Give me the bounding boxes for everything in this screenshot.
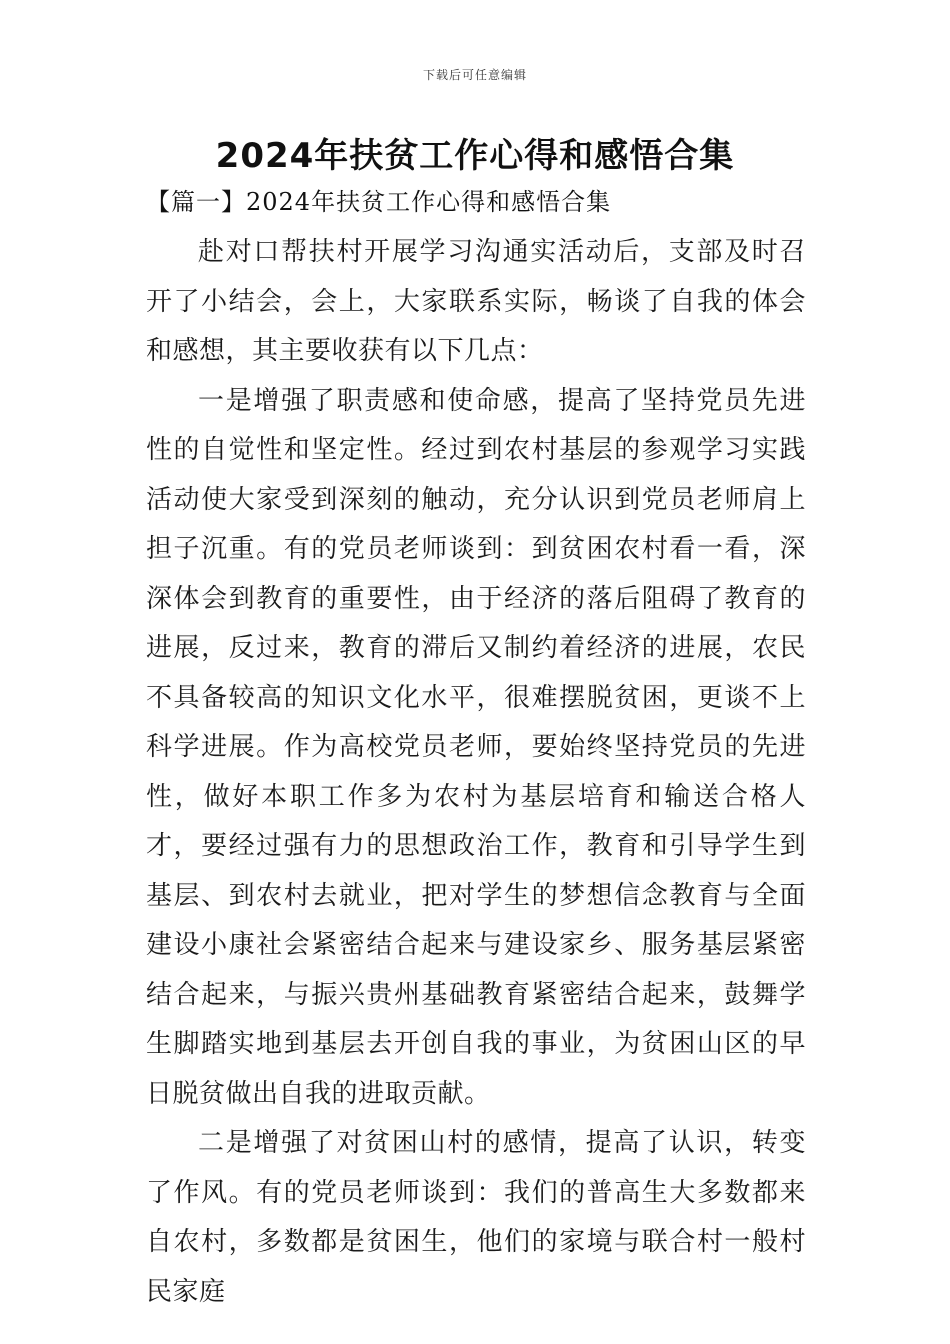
section-heading: 【篇一】2024年扶贫工作心得和感悟合集 xyxy=(146,188,612,216)
body-text xyxy=(146,228,806,1317)
paragraph-intro: 赴对口帮扶村开展学习沟通实活动后，支部及时召开了小结会，会上，大家联系实际，畅谈了自我的体会和感想，其主要收获有以下几点： xyxy=(146,237,806,366)
paragraph-point-two: 二是增强了对贫困山村的感情，提高了认识，转变了作风。有的党员老师谈到：我们的普高生大多数都来自农村，多数都是贫困生，他们的家境与联合村一般村民家庭 xyxy=(146,1128,806,1307)
paragraph-point-one: 一是增强了职责感和使命感，提高了坚持党员先进性的自觉性和坚定性。经过到农村基层的参观学习实践活动使大家受到深刻的触动，充分认识到党员老师肩上担子沉重。有的党员老师谈到：到贫困农村看一看，深深体会到教育的重要性，由于经济的落后阻碍了教育的进展，反过来，教育的滞后又制约着经济的进展，农民不具备较高的知识文化水平，很难摆脱贫困，更谈不上科学进展。作为高校党员老师，要始终坚持党员的先进性，做好本职工作多为农村为基层培育和输送合格人才，要经过强有力的思想政治工作，教育和引导学生到基层、到农村去就业，把对学生的梦想信念教育与全面建设小康社会紧密结合起来与建设家乡、服务基层紧密结合起来，与振兴贵州基础教育紧密结合起来，鼓舞学生脚踏实地到基层去开创自我的事业，为贫困山区的早日脱贫做出自我的进取贡献。 xyxy=(146,385,806,1109)
header-note: 下载后可任意编辑 xyxy=(422,68,527,82)
document-title: 2024年扶贫工作心得和感悟合集 xyxy=(215,136,735,176)
